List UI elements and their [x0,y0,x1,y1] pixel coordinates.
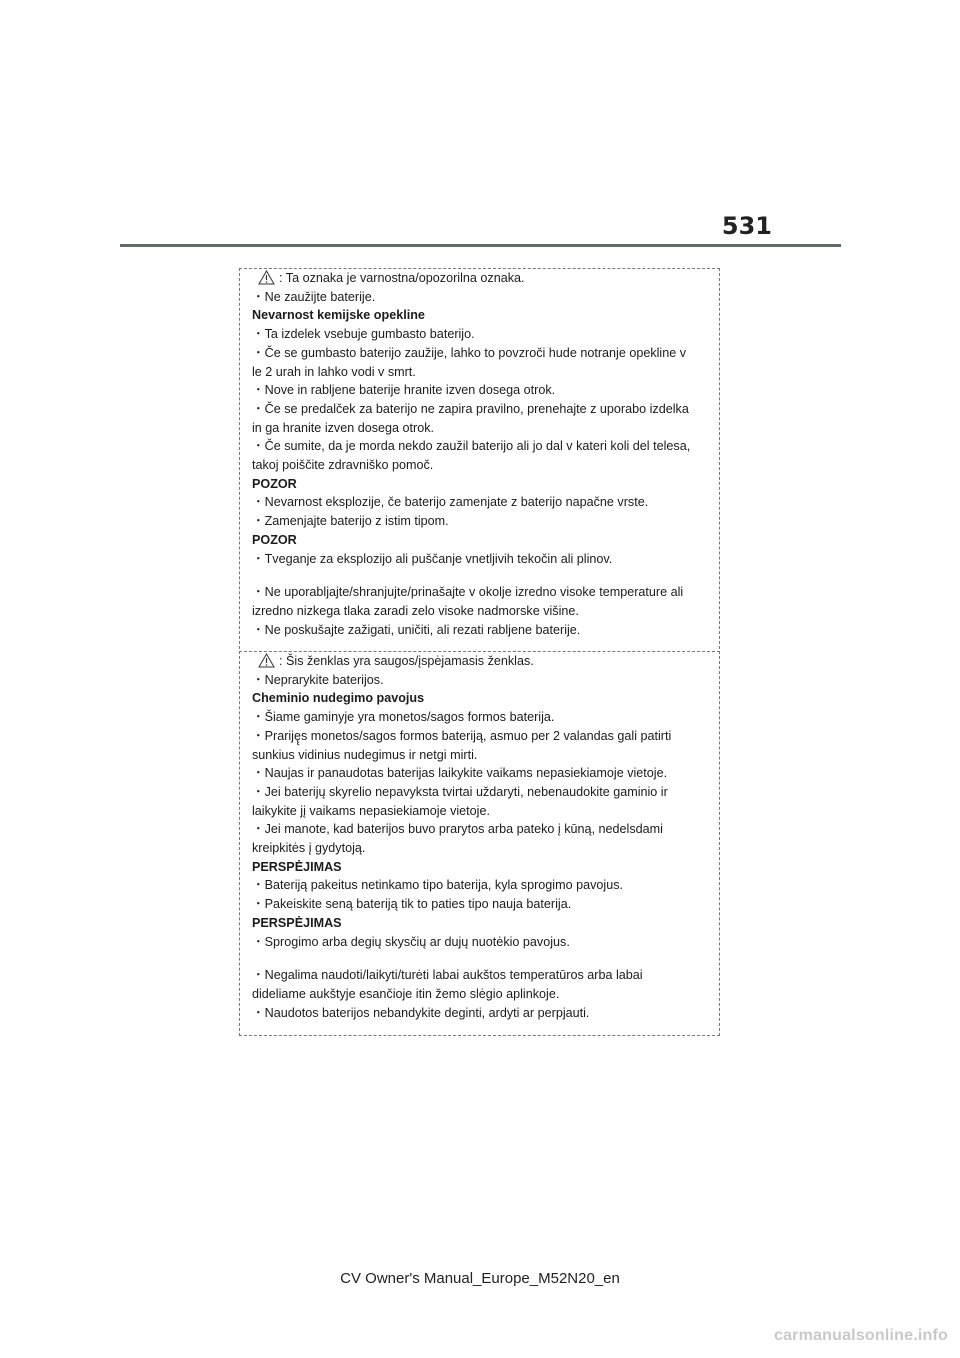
notice-line [252,764,707,783]
notice-line-text: ・Nove in rabljene baterije hranite izven dosega otrok. [252,383,556,398]
notice-line [252,933,707,952]
notice-line-text: ・Neprarykite baterijos. [252,672,384,687]
notice-line-text: ・Pakeiskite seną bateriją tik to paties tipo nauja baterija. [252,897,572,912]
notice-line [252,512,707,531]
notice-line-text: ・Negalima naudoti/laikyti/turėti labai aukštos temperatūros arba labai [252,968,643,983]
notice-line [252,652,707,671]
notice-line-text: ・Ta izdelek vsebuje gumbasto baterijo. [252,327,475,342]
watermark: carmanualsonline.info [773,1327,948,1344]
notice-line [252,437,707,456]
notice-line [252,400,707,419]
notice-line-text: PERSPĖJIMAS [252,915,342,930]
notice-heading [252,858,707,877]
notice-line-text: Cheminio nudegimo pavojus [252,691,425,706]
notice-heading [252,531,707,550]
notice-line-text: takoj poiščite zdravniško pomoč. [252,458,434,473]
notice-box-lithuanian [239,651,720,1036]
notice-line [252,876,707,895]
notice-line [252,381,707,400]
notice-line [252,325,707,344]
notice-line [252,550,707,569]
notice-line-text: ・Če se gumbasto baterijo zaužije, lahko to povzroči hude notranje opekline v [252,345,687,360]
notice-line-text: laikykite jį vaikams nepasiekiamoje vietoje. [252,803,490,818]
notice-line-text: ・Prariję̨s monetos/sagos formos bateriją, asmuo per 2 valandas gali patirti [252,728,672,743]
notice-line [252,839,707,858]
notice-line [252,966,707,985]
notice-box-slovenian [239,268,720,649]
notice-line [252,671,707,690]
notice-line [252,1004,707,1023]
notice-line [252,419,707,438]
notice-line-text: dideliame aukštyje esančioje itin žemo slėgio aplinkoje. [252,986,560,1001]
notice-line-text: ・Ne zaužijte baterije. [252,289,376,304]
notice-line [252,583,707,602]
notice-line [252,269,707,288]
notice-line-text: le 2 urah in lahko vodi v smrt. [252,364,416,379]
notice-line [252,985,707,1004]
notice-line [252,802,707,821]
notice-line-text: izredno nizkega tlaka zaradi zelo visoke nadmorske višine. [252,603,579,618]
notice-heading [252,306,707,325]
notice-line-text: ・Nevarnost eksplozije, če baterijo zamenjate z baterijo napačne vrste. [252,495,649,510]
notice-line-text: kreipkitės į gydytoją. [252,841,366,856]
notice-line [252,363,707,382]
notice-line-text: sunkius vidinius nudegimus ir netgi mirti. [252,747,478,762]
notice-line [252,746,707,765]
notice-line-text: ・Jei baterijų skyrelio nepavyksta tvirtai uždaryti, nebenaudokite gaminio ir [252,784,668,799]
notice-line-text: : Ta oznaka je varnostna/opozorilna oznaka. [279,271,525,285]
notice-line-text: ・Ne uporabljajte/shranjujte/prinašajte v okolje izredno visoke temperature ali [252,585,684,600]
warning-triangle-icon [258,653,275,668]
notice-line-text: : Šis ženklas yra saugos/įspėjamasis ženklas. [279,654,534,668]
notice-line-text: ・Zamenjajte baterijo z istim tipom. [252,514,449,529]
warning-triangle-icon [258,270,275,285]
notice-heading [252,914,707,933]
notice-line-text: ・Naujas ir panaudotas baterijas laikykite vaikams nepasiekiamoje vietoje. [252,766,668,781]
notice-line-text: ・Sprogimo arba degių skysčių ar dujų nuotėkio pavojus. [252,934,570,949]
notice-line [252,493,707,512]
notice-line [252,456,707,475]
notice-line-text: ・Naudotos baterijos nebandykite deginti, ardyti ar perpjauti. [252,1005,590,1020]
notice-line-text: Nevarnost kemijske opekline [252,308,425,323]
notice-line-text: ・Bateriją pakeitus netinkamo tipo baterija, kyla sprogimo pavojus. [252,878,624,893]
notice-line [252,820,707,839]
notice-line-text: POZOR [252,476,297,491]
notice-line [252,727,707,746]
notice-line [252,895,707,914]
footer-manual-title: CV Owner's Manual_Europe_M52N20_en [340,1270,620,1287]
notice-line-text: ・Šiame gaminyje yra monetos/sagos formos baterija. [252,710,555,725]
notice-line [252,288,707,307]
notice-line-text: ・Če se predalček za baterijo ne zapira pravilno, prenehajte z uporabo izdelka [252,401,689,416]
notice-line-text: ・Jei manote, kad baterijos buvo prarytos arba pateko į kūną, nedelsdami [252,822,663,837]
notice-line-text: in ga hranite izven dosega otrok. [252,420,435,435]
notice-line [252,621,707,640]
notice-line [252,783,707,802]
notice-line-text: ・Tveganje za eksplozijo ali puščanje vnetljivih tekočin ali plinov. [252,551,613,566]
notice-line-text: PERSPĖJIMAS [252,859,342,874]
header-rule [120,244,841,247]
notice-heading [252,689,707,708]
notice-line-text: ・Ne poskušajte zažigati, uničiti, ali rezati rabljene baterije. [252,622,581,637]
notice-line [252,344,707,363]
notice-line [252,708,707,727]
notice-line-text: ・Če sumite, da je morda nekdo zaužil baterijo ali jo dal v kateri koli del telesa, [252,439,691,454]
notice-line-text: POZOR [252,532,297,547]
notice-line [252,602,707,621]
page-number: 531 [721,212,772,240]
notice-heading [252,475,707,494]
